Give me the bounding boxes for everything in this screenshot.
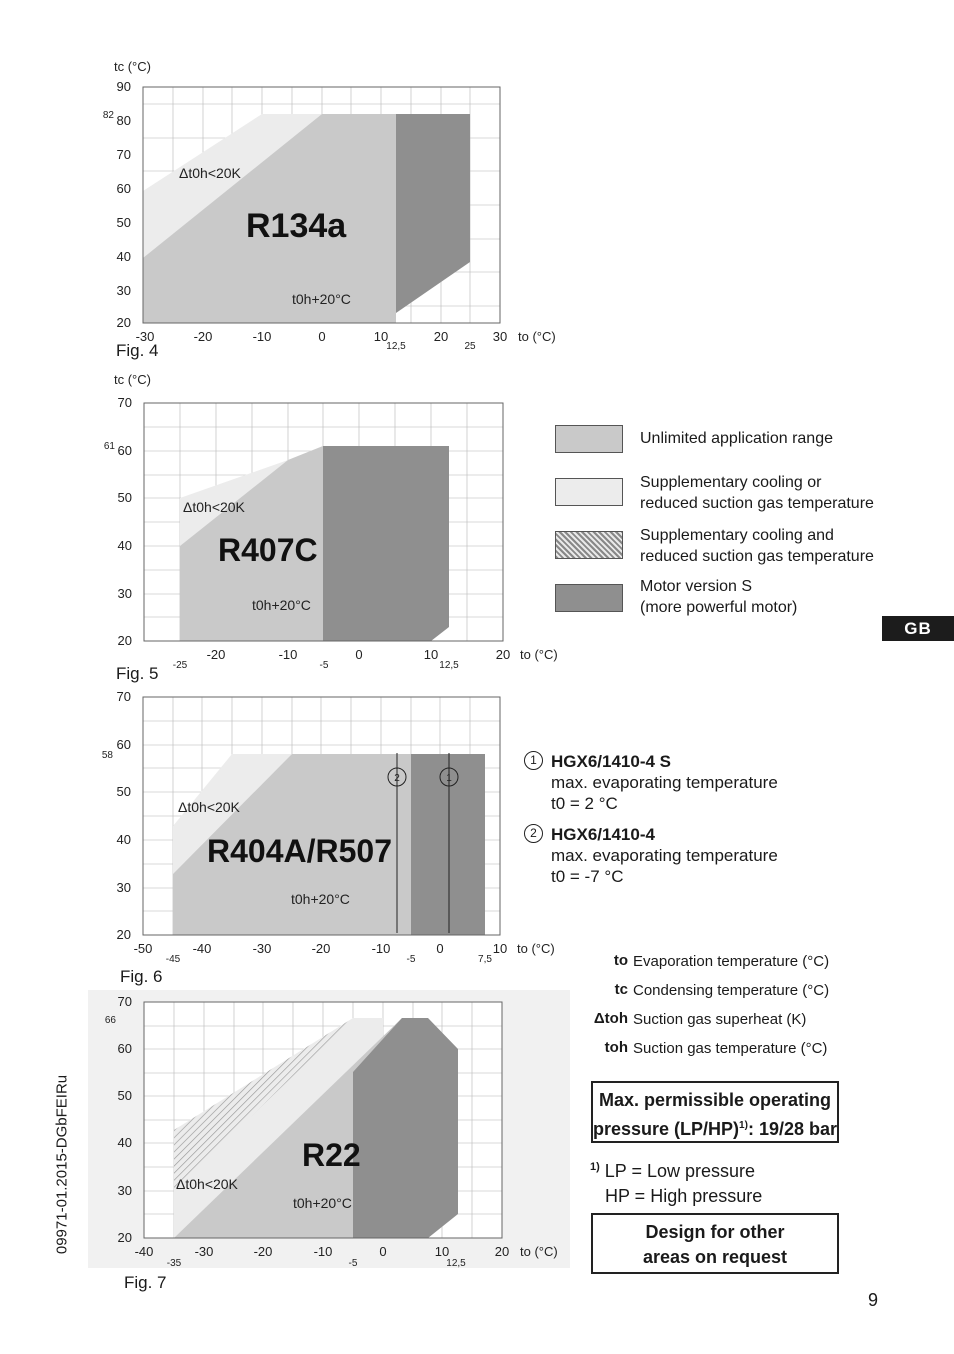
y-extra-tick: 61 [103,441,115,452]
chart-title: R22 [302,1137,361,1173]
y-tick: 20 [117,1230,132,1245]
symbol-desc: Condensing temperature (°C) [633,982,830,999]
x-axis-label: to (°C) [520,647,558,662]
y-tick: 50 [116,215,131,230]
x-tick: -30 [135,329,155,344]
annotation-suction-temp: t0h+20°C [252,597,311,613]
annotation-superheat: Δt0h<20K [183,499,245,515]
x-extra-tick: 25 [464,341,476,352]
x-tick-labels [173,647,510,671]
x-tick: 0 [436,941,444,956]
y-tick: 40 [117,1135,132,1150]
y-tick-labels [102,689,131,942]
symbol: tc [614,981,628,998]
x-tick: -10 [313,1244,333,1259]
x-tick: 20 [495,647,511,662]
annotation-superheat: Δt0h<20K [178,799,240,815]
note-model: HGX6/1410-4 [551,825,655,844]
footnote-mark: 1) [590,1161,600,1173]
y-axis-label: tc (°C) [114,372,151,387]
legend [555,423,895,635]
symbol-row [590,952,850,981]
x-axis-label: to (°C) [517,941,555,956]
note-number: 1 [524,751,543,770]
symbol-row [590,981,850,1010]
symbol: toh [604,1039,628,1056]
x-tick: 20 [494,1244,510,1259]
x-tick: -30 [194,1244,214,1259]
y-extra-tick: 58 [101,750,113,761]
y-tick-labels [104,395,132,648]
x-tick: -20 [253,1244,273,1259]
x-tick: 20 [433,329,449,344]
y-tick: 20 [116,315,131,330]
x-extra-tick: -25 [172,660,188,671]
pressure-line: Max. permissible operating [598,1090,832,1110]
y-tick: 40 [116,832,131,847]
y-tick: 60 [117,443,132,458]
x-tick: -30 [252,941,272,956]
y-tick-labels [103,79,131,330]
legend-item [555,529,895,582]
y-tick: 50 [117,1088,132,1103]
chart-title: R407C [218,532,318,568]
x-tick: -20 [206,647,226,662]
x-tick: 10 [492,941,508,956]
y-extra-tick: 66 [104,1015,116,1026]
marker-2-label: 2 [394,773,400,784]
x-extra-tick: 7,5 [478,954,492,965]
document-number: 09971-01.2015-DGbFEIRu [53,1074,71,1255]
y-tick: 30 [117,586,132,601]
x-tick: -50 [133,941,153,956]
x-tick-labels [134,941,508,965]
x-tick: 0 [318,329,326,344]
y-tick: 70 [116,689,131,704]
note-line: t0 = -7 °C [551,867,624,886]
x-tick: 10 [373,329,389,344]
symbol-desc: Evaporation temperature (°C) [633,953,830,970]
symbol-row [590,1010,850,1039]
legend-label: Supplementary cooling or reduced suction gas temperature [640,474,874,512]
legend-label: Motor version S (more powerful motor) [640,578,798,616]
symbol: to [613,952,628,969]
y-tick: 80 [116,113,131,128]
fig-label: Fig. 7 [124,1273,167,1292]
y-tick: 50 [116,784,131,799]
legend-swatch-motor-s [555,584,623,612]
x-extra-tick: 12,5 [446,1258,466,1269]
design-line: Design for other [645,1222,785,1242]
symbol-row [590,1039,850,1068]
footnote-line: HP = High pressure [605,1186,763,1206]
x-tick: -10 [278,647,298,662]
fig-label: Fig. 6 [120,967,163,986]
x-extra-tick: -45 [165,954,181,965]
y-tick: 50 [117,490,132,505]
pressure-line: pressure $(LP/HP)^{1)}$: 19/28 bar [593,1119,838,1139]
chart-r22 [88,990,570,1268]
y-tick: 20 [116,927,131,942]
x-tick: -10 [371,941,391,956]
page-number: 9 [868,1290,879,1310]
y-tick: 60 [117,1041,132,1056]
motor-s-area [323,446,449,641]
x-tick-labels [136,329,508,352]
x-tick-labels [135,1244,510,1269]
design-box [591,1213,839,1274]
legend-item [555,476,895,529]
x-tick: -10 [252,329,272,344]
x-axis-label: to (°C) [520,1244,558,1259]
x-extra-tick: -5 [348,1258,358,1269]
chart-title: R404A/R507 [207,833,392,869]
x-tick: 0 [379,1244,387,1259]
y-tick: 70 [116,147,131,162]
y-tick: 30 [116,283,131,298]
x-tick: -20 [193,329,213,344]
x-tick: -20 [311,941,331,956]
chart-r134a-svg [100,55,570,355]
legend-item [555,578,895,635]
fig-label: Fig. 5 [116,664,159,683]
y-tick: 40 [116,249,131,264]
chart-title: R134a [246,207,347,245]
symbol-list [590,952,850,1068]
chart-r407c [100,368,570,671]
legend-label: Supplementary cooling and reduced suction gas temperature [640,527,874,565]
x-extra-tick: -35 [166,1258,182,1269]
legend-item [555,423,895,476]
x-tick: 10 [434,1244,450,1259]
y-tick: 90 [116,79,131,94]
y-tick: 30 [117,1183,132,1198]
x-extra-tick: -5 [406,954,416,965]
x-tick: 10 [423,647,439,662]
annotation-suction-temp: t0h+20°C [293,1195,352,1211]
language-tab: GB [882,616,954,641]
y-axis-label: tc (°C) [114,59,151,74]
fig-label: Fig. 4 [116,341,159,360]
note-line: t0 = 2 °C [551,794,618,813]
x-tick: 30 [492,329,508,344]
annotation-superheat: Δt0h<20K [179,165,241,181]
y-tick: 30 [116,880,131,895]
x-tick: 0 [355,647,363,662]
symbol: Δtoh [593,1010,628,1027]
y-tick: 20 [117,633,132,648]
x-tick: -40 [134,1244,154,1259]
note-number: 2 [524,824,543,843]
pressure-box [591,1081,839,1143]
y-tick: 60 [116,737,131,752]
legend-swatch-unlimited [555,425,623,453]
chart-r407c-svg [100,368,570,671]
y-extra-tick: 82 [102,110,114,121]
y-tick: 70 [117,395,132,410]
marker-1-label: 1 [446,773,452,784]
chart-r404a [100,690,570,970]
note-line: max. evaporating temperature [551,846,778,865]
symbol-desc: Suction gas temperature (°C) [633,1040,828,1057]
chart-r134a [100,55,570,355]
y-tick: 70 [117,994,132,1009]
annotation-suction-temp: t0h+20°C [292,291,351,307]
chart-r404a-svg [100,690,570,970]
symbol-desc: Suction gas superheat (K) [633,1011,807,1028]
x-extra-tick: -5 [319,660,329,671]
footnote [590,1155,762,1209]
legend-swatch-hatched [555,531,623,559]
x-axis-label: to (°C) [518,329,556,344]
y-tick: 40 [117,538,132,553]
note-line: max. evaporating temperature [551,773,778,792]
note-model: HGX6/1410-4 S [551,752,672,771]
legend-swatch-supplementary [555,478,623,506]
legend-label: Unlimited application range [640,430,833,447]
x-tick: -40 [192,941,212,956]
x-extra-tick: 12,5 [386,341,406,352]
annotation-superheat: Δt0h<20K [176,1176,238,1192]
chart-r22-svg [88,990,570,1280]
x-extra-tick: 12,5 [439,660,459,671]
design-line: areas on request [642,1247,788,1267]
footnote-line: LP = Low pressure [604,1161,756,1181]
y-tick: 60 [116,181,131,196]
annotation-suction-temp: t0h+20°C [291,891,350,907]
y-tick-labels [105,994,132,1245]
